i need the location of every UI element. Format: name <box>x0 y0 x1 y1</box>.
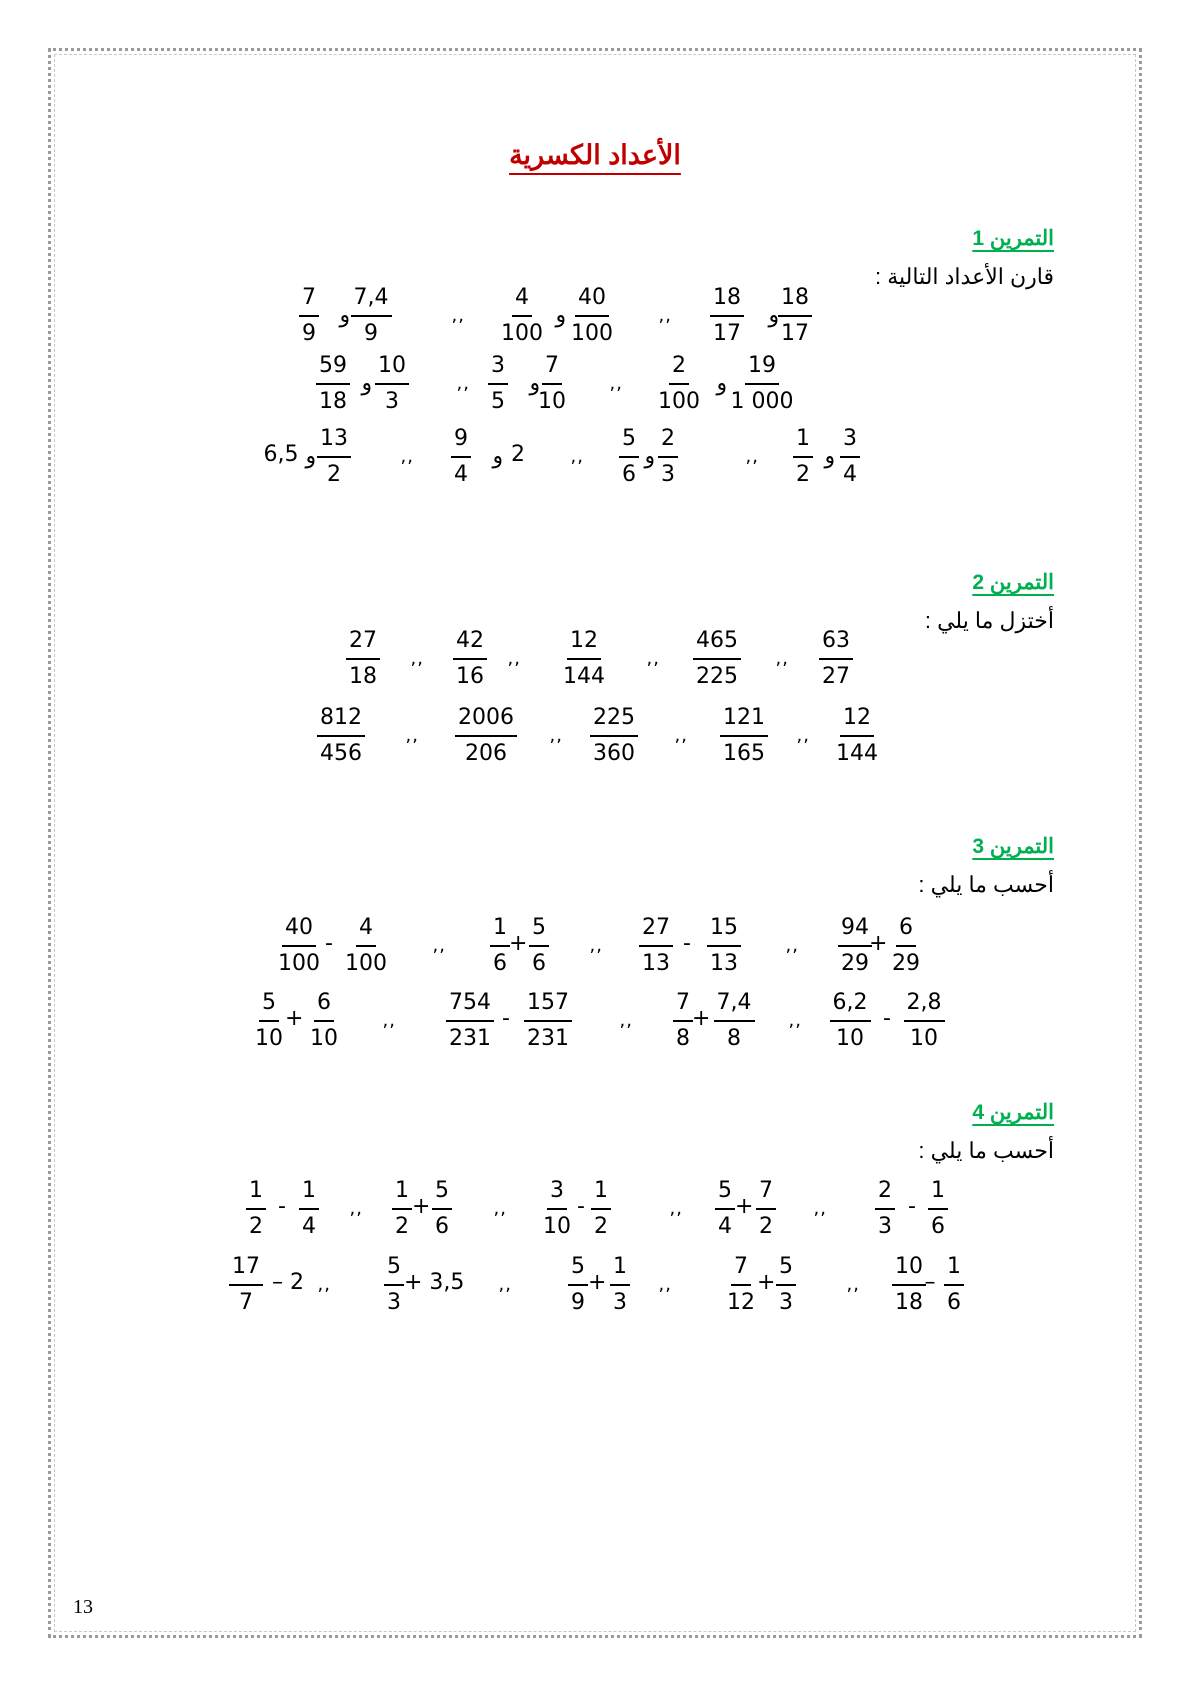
ex4-r1-expr3-left-denominator: 10 <box>543 1214 571 1239</box>
ex1-r3-pair2-first-numerator: 2 <box>658 424 678 458</box>
ex4-r1-expr2-right <box>432 1176 452 1242</box>
ex3-r1-expr1-left-denominator: 100 <box>278 951 320 976</box>
ex3-r1-expr2-operator: + <box>509 931 528 956</box>
ex1-r2-pair2-and: و <box>529 371 541 396</box>
ex2-r1-fraction3-numerator: 12 <box>567 626 601 660</box>
ex4-r1-expr5-right-denominator: 6 <box>931 1214 945 1239</box>
ex3-r1-expr3-left-numerator: 27 <box>639 913 673 947</box>
ex4-r2-expr4-left-denominator: 12 <box>727 1290 755 1315</box>
ex4-r2-separator4: ,, <box>846 1274 860 1295</box>
ex3-r1-expr3-right-denominator: 13 <box>710 951 738 976</box>
ex1-r3-pair2-second-numerator: 5 <box>619 424 639 458</box>
ex4-r1-expr5-right-numerator: 1 <box>928 1176 948 1210</box>
ex4-r1-expr4-right-denominator: 2 <box>759 1214 773 1239</box>
ex2-r1-fraction1 <box>346 626 380 692</box>
page-title-text: الأعداد الكسرية <box>509 140 681 170</box>
ex3-r2-expr3-right <box>714 988 755 1054</box>
ex4-r2-separator2: ,, <box>498 1274 512 1295</box>
ex3-r1-expr3-left <box>639 913 673 979</box>
ex4-r2-expr4-operator: + <box>757 1270 776 1295</box>
ex3-r1-separator2: ,, <box>589 935 603 956</box>
ex3-r1-expr2-right-numerator: 5 <box>529 913 549 947</box>
ex4-r1-separator3: ,, <box>669 1198 683 1219</box>
ex1-r2-pair3-second-denominator: 18 <box>319 389 347 414</box>
ex3-r2-expr1-left-denominator: 10 <box>255 1026 283 1051</box>
ex2-r1-fraction1-denominator: 18 <box>349 664 377 689</box>
ex3-r2-expr4-left <box>830 988 871 1054</box>
ex1-r1-pair3-and: و <box>339 303 351 328</box>
ex3-r2-separator3: ,, <box>788 1010 802 1031</box>
ex4-r2-expr5-right <box>944 1252 964 1318</box>
ex1-r1-pair3-first-denominator: 9 <box>364 321 378 346</box>
ex1-r1-pair2-second <box>498 283 546 349</box>
ex1-r1-pair1-first-numerator: 18 <box>778 283 812 317</box>
ex4-r1-expr1-right-denominator: 4 <box>302 1214 316 1239</box>
exercise-2-instruction: أختزل ما يلي : <box>924 608 1054 633</box>
ex2-r2-fraction4 <box>720 703 768 769</box>
ex3-r2-expr2-right-denominator: 231 <box>527 1026 569 1051</box>
ex3-r2-separator2: ,, <box>619 1010 633 1031</box>
ex1-r2-pair2-second <box>488 351 508 417</box>
ex4-r1-expr3-right <box>591 1176 611 1242</box>
ex1-r1-pair1-first <box>778 283 812 349</box>
exercise-2-title: التمرين 2 <box>972 571 1054 594</box>
ex3-r2-expr2-left-numerator: 754 <box>446 988 494 1022</box>
ex3-r1-expr4-left-denominator: 29 <box>841 951 869 976</box>
exercise-4-instruction: أحسب ما يلي : <box>918 1138 1054 1163</box>
ex3-r1-expr4-right-denominator: 29 <box>892 951 920 976</box>
ex4-r1-expr2-left <box>392 1176 412 1242</box>
exercise-3-instruction: أحسب ما يلي : <box>918 872 1054 897</box>
ex4-r2-expr5-operator: – <box>924 1270 936 1295</box>
ex4-r1-expr2-left-numerator: 1 <box>392 1176 412 1210</box>
ex2-r1-fraction1-numerator: 27 <box>346 626 380 660</box>
ex3-r1-expr3-right <box>707 913 741 979</box>
ex4-r2-expr3-operator: + <box>588 1270 607 1295</box>
ex3-r1-expr4-left <box>838 913 872 979</box>
ex3-r2-expr3-left-numerator: 7 <box>673 988 693 1022</box>
ex1-r2-pair3-first <box>375 351 409 417</box>
ex1-r3-pair2-first <box>658 424 678 490</box>
ex1-r2-pair2-second-numerator: 3 <box>488 351 508 385</box>
ex3-r2-expr1-left-numerator: 5 <box>259 988 279 1022</box>
ex2-r1-fraction3-denominator: 144 <box>563 664 605 689</box>
ex2-r2-separator1: ,, <box>405 725 419 746</box>
ex4-r1-expr4-left-denominator: 4 <box>718 1214 732 1239</box>
exercise-3-title: التمرين 3 <box>972 835 1054 858</box>
ex3-r2-expr3-right-numerator: 7,4 <box>714 988 755 1022</box>
ex3-r1-separator3: ,, <box>785 935 799 956</box>
ex2-r1-fraction5-numerator: 63 <box>819 626 853 660</box>
ex2-r2-fraction2-numerator: 2006 <box>455 703 517 737</box>
ex3-r2-expr4-right <box>904 988 945 1054</box>
ex2-r2-fraction5 <box>833 703 881 769</box>
ex4-r1-separator2: ,, <box>493 1198 507 1219</box>
ex3-r1-expr1-left <box>275 913 323 979</box>
ex2-r2-fraction5-numerator: 12 <box>840 703 874 737</box>
ex4-r1-expr3-left <box>540 1176 574 1242</box>
ex1-r1-pair2-first-numerator: 40 <box>575 283 609 317</box>
ex4-r1-expr3-right-denominator: 2 <box>594 1214 608 1239</box>
ex2-r2-fraction5-denominator: 144 <box>836 741 878 766</box>
ex3-r2-expr2-left <box>446 988 494 1054</box>
ex1-r1-pair1-second-denominator: 17 <box>713 321 741 346</box>
ex1-r1-pair3-second <box>299 283 319 349</box>
ex4-r2-expr5-left <box>892 1252 926 1318</box>
ex4-r1-expr2-operator: + <box>412 1194 431 1219</box>
ex3-r1-expr2-right-denominator: 6 <box>532 951 546 976</box>
ex4-r1-expr1-right-numerator: 1 <box>299 1176 319 1210</box>
ex3-r2-expr3-left <box>673 988 693 1054</box>
ex3-r2-expr2-right <box>524 988 572 1054</box>
ex1-r3-pair1-first <box>840 424 860 490</box>
ex1-r3-pair1-second-numerator: 1 <box>793 424 813 458</box>
ex2-r2-separator3: ,, <box>674 725 688 746</box>
ex2-r1-fraction5 <box>819 626 853 692</box>
ex1-r2-pair1-separator: ,, <box>609 373 623 394</box>
ex4-r2-expr4-right-numerator: 5 <box>776 1252 796 1286</box>
ex1-r1-pair1-second-numerator: 18 <box>710 283 744 317</box>
ex4-r2-expr3-left-numerator: 5 <box>568 1252 588 1286</box>
ex4-r1-expr1-operator: - <box>278 1194 286 1219</box>
ex4-r2-expr1-left <box>229 1252 263 1318</box>
ex4-r2-expr2-left-numerator: 5 <box>384 1252 404 1286</box>
ex3-r1-expr4-left-numerator: 94 <box>838 913 872 947</box>
ex1-r2-pair2-first-numerator: 7 <box>542 351 562 385</box>
ex4-r1-expr4-left <box>715 1176 735 1242</box>
ex4-r1-expr3-right-numerator: 1 <box>591 1176 611 1210</box>
ex3-r2-expr2-operator: - <box>502 1006 510 1031</box>
ex2-r2-separator2: ,, <box>549 725 563 746</box>
ex3-r1-expr3-operator: - <box>683 931 691 956</box>
ex1-r3-pair2-second <box>619 424 639 490</box>
ex4-r2-expr5-left-numerator: 10 <box>892 1252 926 1286</box>
ex3-r1-expr3-left-denominator: 13 <box>642 951 670 976</box>
ex2-r2-fraction3 <box>590 703 638 769</box>
ex4-r1-expr4-right-numerator: 7 <box>756 1176 776 1210</box>
ex2-r1-fraction4 <box>693 626 741 692</box>
ex3-r1-expr2-left-numerator: 1 <box>490 913 510 947</box>
ex2-r1-separator3: ,, <box>646 648 660 669</box>
exercise-1-title: التمرين 1 <box>972 227 1054 250</box>
ex3-r1-expr1-left-numerator: 40 <box>282 913 316 947</box>
ex2-r1-fraction2-numerator: 42 <box>453 626 487 660</box>
ex1-r3-pair1-separator: ,, <box>745 446 759 467</box>
ex4-r1-expr3-left-numerator: 3 <box>547 1176 567 1210</box>
ex4-r2-expr3-left <box>568 1252 588 1318</box>
ex1-r1-pair1-second <box>710 283 744 349</box>
ex3-r2-expr2-right-numerator: 157 <box>524 988 572 1022</box>
ex1-r1-pair1-and: و <box>768 303 780 328</box>
ex1-r3-pair4-first: 6,5 <box>263 442 299 467</box>
ex1-r3-pair4-and: و <box>305 444 317 469</box>
ex4-r1-expr5-operator: - <box>908 1194 916 1219</box>
ex3-r2-expr1-operator: + <box>285 1006 304 1031</box>
ex1-r2-pair2-first-denominator: 10 <box>538 389 566 414</box>
ex4-r1-expr5-left <box>875 1176 895 1242</box>
ex4-r2-expr5-left-denominator: 18 <box>895 1290 923 1315</box>
ex4-r1-expr2-right-numerator: 5 <box>432 1176 452 1210</box>
ex2-r1-fraction2 <box>453 626 487 692</box>
ex4-r2-expr2-left-denominator: 3 <box>387 1290 401 1315</box>
ex3-r1-expr1-right <box>342 913 390 979</box>
ex1-r1-pair2-second-denominator: 100 <box>501 321 543 346</box>
ex4-r1-expr4-right <box>756 1176 776 1242</box>
ex3-r2-expr1-left <box>252 988 286 1054</box>
ex1-r1-pair2-first <box>568 283 616 349</box>
ex4-r1-separator1: ,, <box>349 1198 363 1219</box>
ex1-r3-pair3-first: 2 <box>511 442 525 467</box>
ex1-r3-pair4-second-denominator: 2 <box>327 462 341 487</box>
ex4-r2-expr3-left-denominator: 9 <box>571 1290 585 1315</box>
ex1-r2-pair1-first <box>728 351 797 417</box>
ex4-r2-expr4-left-numerator: 7 <box>731 1252 751 1286</box>
ex4-r2-expr2-left <box>384 1252 404 1318</box>
ex2-r1-fraction3 <box>560 626 608 692</box>
ex1-r2-pair2-second-denominator: 5 <box>491 389 505 414</box>
ex2-r1-fraction4-numerator: 465 <box>693 626 741 660</box>
ex4-r2-expr2-operator: + 3,5 <box>404 1270 465 1295</box>
ex3-r1-expr3-right-numerator: 15 <box>707 913 741 947</box>
ex3-r1-expr4-right-numerator: 6 <box>896 913 916 947</box>
ex1-r3-pair1-first-denominator: 4 <box>843 462 857 487</box>
ex1-r3-pair1-second-denominator: 2 <box>796 462 810 487</box>
ex2-r2-fraction3-numerator: 225 <box>590 703 638 737</box>
ex3-r2-expr1-right-denominator: 10 <box>310 1026 338 1051</box>
ex1-r1-pair3-second-numerator: 7 <box>299 283 319 317</box>
ex1-r1-pair2-and: و <box>555 303 567 328</box>
ex4-r2-expr1-left-numerator: 17 <box>229 1252 263 1286</box>
ex3-r2-expr2-left-denominator: 231 <box>449 1026 491 1051</box>
ex1-r2-pair1-first-numerator: 19 <box>745 351 779 385</box>
ex4-r2-separator1: ,, <box>317 1274 331 1295</box>
ex1-r3-pair3-separator: ,, <box>400 446 414 467</box>
ex2-r2-fraction1-denominator: 456 <box>320 741 362 766</box>
ex3-r1-expr4-right <box>889 913 923 979</box>
ex4-r1-separator4: ,, <box>813 1198 827 1219</box>
ex2-r2-separator4: ,, <box>796 725 810 746</box>
ex1-r3-pair3-second <box>451 424 471 490</box>
ex4-r1-expr1-left-denominator: 2 <box>249 1214 263 1239</box>
ex4-r2-expr3-right-numerator: 1 <box>610 1252 630 1286</box>
ex3-r2-expr4-left-numerator: 6,2 <box>830 988 871 1022</box>
ex1-r3-pair1-and: و <box>824 444 836 469</box>
ex1-r1-pair3-first <box>351 283 392 349</box>
ex1-r2-pair1-second-numerator: 2 <box>669 351 689 385</box>
ex2-r2-fraction1 <box>317 703 365 769</box>
ex4-r2-expr4-left <box>724 1252 758 1318</box>
ex1-r3-pair3-second-denominator: 4 <box>454 462 468 487</box>
ex4-r2-expr1-operator: – 2 <box>272 1270 304 1295</box>
ex4-r1-expr5-left-denominator: 3 <box>878 1214 892 1239</box>
ex4-r2-expr4-right-denominator: 3 <box>779 1290 793 1315</box>
ex4-r2-expr3-right <box>610 1252 630 1318</box>
ex4-r1-expr4-operator: + <box>735 1194 754 1219</box>
ex4-r1-expr1-left-numerator: 1 <box>246 1176 266 1210</box>
ex2-r1-fraction2-denominator: 16 <box>456 664 484 689</box>
ex2-r1-separator2: ,, <box>507 648 521 669</box>
ex3-r2-expr4-left-denominator: 10 <box>836 1026 864 1051</box>
ex4-r1-expr3-operator: - <box>577 1194 585 1219</box>
ex4-r1-expr5-left-numerator: 2 <box>875 1176 895 1210</box>
ex4-r1-expr1-left <box>246 1176 266 1242</box>
exercise-1-instruction: قارن الأعداد التالية : <box>875 264 1054 289</box>
ex4-r2-expr3-right-denominator: 3 <box>613 1290 627 1315</box>
ex3-r1-expr1-operator: - <box>325 931 333 956</box>
ex1-r2-pair3-second-numerator: 59 <box>316 351 350 385</box>
ex1-r1-pair2-separator: ,, <box>451 305 465 326</box>
ex1-r3-pair3-second-numerator: 9 <box>451 424 471 458</box>
ex1-r1-pair1-first-denominator: 17 <box>781 321 809 346</box>
ex1-r2-pair1-first-denominator: 1 000 <box>730 389 794 414</box>
ex1-r3-pair3-and: و <box>492 444 504 469</box>
ex4-r2-expr4-right <box>776 1252 796 1318</box>
ex1-r2-pair2-separator: ,, <box>456 373 470 394</box>
ex1-r2-pair1-second <box>655 351 703 417</box>
ex1-r3-pair1-second <box>793 424 813 490</box>
ex3-r2-expr3-right-denominator: 8 <box>727 1026 741 1051</box>
page-number: 13 <box>73 1596 93 1618</box>
ex1-r1-pair3-second-denominator: 9 <box>302 321 316 346</box>
ex1-r3-pair2-first-denominator: 3 <box>661 462 675 487</box>
ex4-r2-expr1-left-denominator: 7 <box>239 1290 253 1315</box>
ex3-r2-expr3-left-denominator: 8 <box>676 1026 690 1051</box>
ex1-r3-pair4-second <box>317 424 351 490</box>
ex4-r1-expr2-left-denominator: 2 <box>395 1214 409 1239</box>
ex1-r3-pair2-separator: ,, <box>570 446 584 467</box>
ex3-r2-expr1-right <box>307 988 341 1054</box>
page-title <box>0 140 1190 171</box>
ex2-r2-fraction1-numerator: 812 <box>317 703 365 737</box>
ex4-r1-expr5-right <box>928 1176 948 1242</box>
ex2-r2-fraction4-denominator: 165 <box>723 741 765 766</box>
ex3-r2-expr3-operator: + <box>692 1006 711 1031</box>
ex4-r1-expr1-right <box>299 1176 319 1242</box>
ex4-r1-expr4-left-numerator: 5 <box>715 1176 735 1210</box>
ex4-r1-expr2-right-denominator: 6 <box>435 1214 449 1239</box>
ex2-r2-fraction4-numerator: 121 <box>720 703 768 737</box>
ex2-r2-fraction2 <box>455 703 517 769</box>
ex1-r2-pair1-and: و <box>716 371 728 396</box>
ex1-r2-pair1-second-denominator: 100 <box>658 389 700 414</box>
ex2-r1-separator1: ,, <box>410 648 424 669</box>
ex2-r2-fraction3-denominator: 360 <box>593 741 635 766</box>
ex1-r3-pair1-first-numerator: 3 <box>840 424 860 458</box>
ex3-r2-expr4-operator: - <box>883 1006 891 1031</box>
exercise-4-title: التمرين 4 <box>972 1101 1054 1124</box>
ex3-r1-expr2-left-denominator: 6 <box>493 951 507 976</box>
ex3-r2-expr4-right-numerator: 2,8 <box>904 988 945 1022</box>
ex1-r2-pair3-first-numerator: 10 <box>375 351 409 385</box>
ex1-r3-pair2-second-denominator: 6 <box>622 462 636 487</box>
ex4-r2-expr5-right-denominator: 6 <box>947 1290 961 1315</box>
ex1-r2-pair3-and: و <box>361 371 373 396</box>
ex1-r2-pair3-second <box>316 351 350 417</box>
ex2-r1-fraction4-denominator: 225 <box>696 664 738 689</box>
ex1-r1-pair2-second-numerator: 4 <box>512 283 532 317</box>
ex3-r2-expr4-right-denominator: 10 <box>910 1026 938 1051</box>
ex1-r3-pair4-second-numerator: 13 <box>317 424 351 458</box>
ex2-r1-separator4: ,, <box>775 648 789 669</box>
ex3-r1-expr1-right-denominator: 100 <box>345 951 387 976</box>
ex3-r1-separator1: ,, <box>432 935 446 956</box>
ex3-r1-expr1-right-numerator: 4 <box>356 913 376 947</box>
ex2-r1-fraction5-denominator: 27 <box>822 664 850 689</box>
ex1-r1-pair3-first-numerator: 7,4 <box>351 283 392 317</box>
ex4-r2-expr5-right-numerator: 1 <box>944 1252 964 1286</box>
ex2-r2-fraction2-denominator: 206 <box>465 741 507 766</box>
ex3-r1-expr2-left <box>490 913 510 979</box>
ex1-r1-pair2-first-denominator: 100 <box>571 321 613 346</box>
ex1-r2-pair3-first-denominator: 3 <box>385 389 399 414</box>
ex3-r2-expr1-right-numerator: 6 <box>314 988 334 1022</box>
ex3-r1-expr4-operator: + <box>869 931 888 956</box>
ex4-r2-separator3: ,, <box>658 1274 672 1295</box>
ex3-r1-expr2-right <box>529 913 549 979</box>
ex3-r2-separator1: ,, <box>382 1010 396 1031</box>
ex1-r3-pair2-and: و <box>644 444 656 469</box>
ex1-r1-pair1-separator: ,, <box>658 305 672 326</box>
